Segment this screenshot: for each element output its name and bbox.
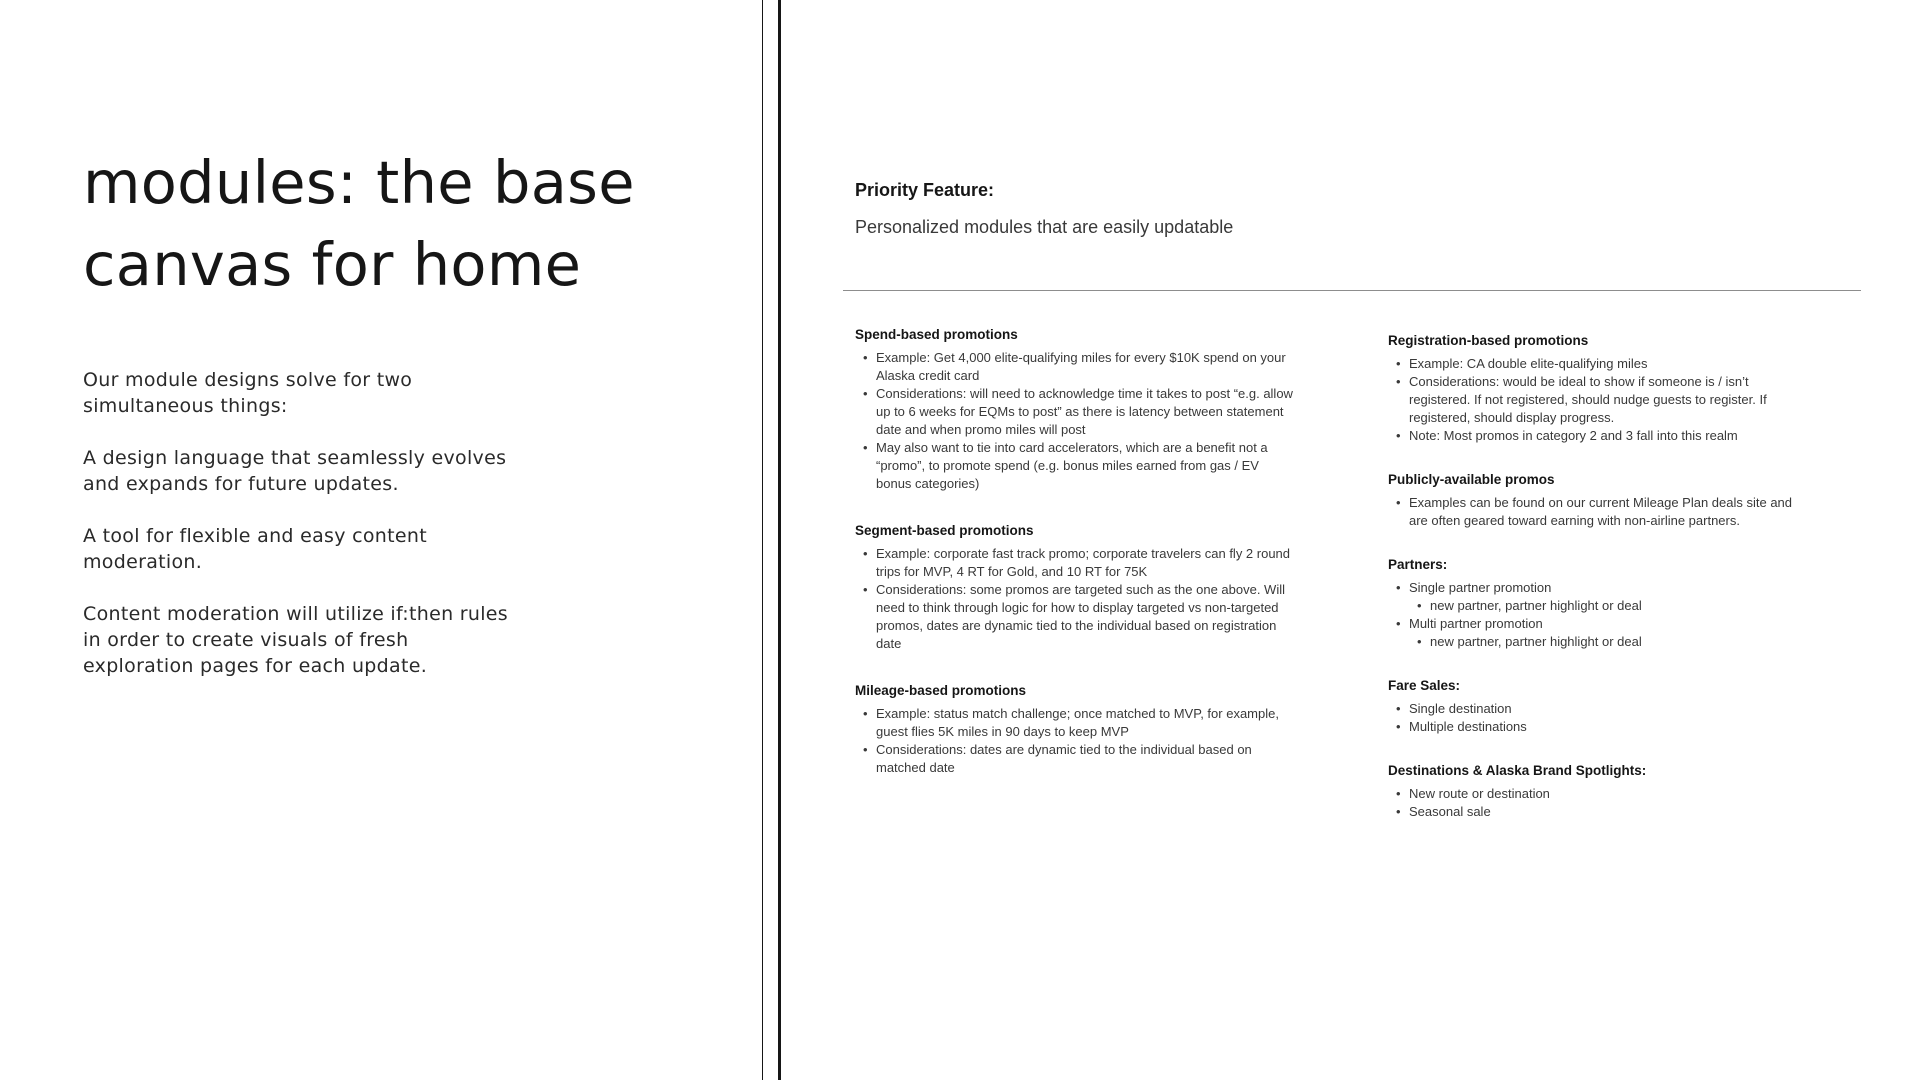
list-item: • Multiple destinations: [1409, 718, 1808, 736]
list-item-nested: [1409, 597, 1808, 615]
intro-text: [83, 367, 523, 705]
section-publicly-available: [1388, 472, 1808, 530]
list-item: • new partner, partner highlight or deal: [1430, 633, 1808, 651]
list-item: • Example: status match challenge; once matched to MVP, for example, guest flies 5K miles in 90 days to keep MVP: [876, 705, 1295, 741]
bullet-list: [855, 705, 1295, 777]
list-item: • Considerations: will need to acknowledge time it takes to post “e.g. allow up to 6 weeks for EQMs to post” as there is latency between statement date and when promo miles will post: [876, 385, 1295, 439]
list-item: • Examples can be found on our current Mileage Plan deals site and are often geared toward earning with non-airline partners.: [1409, 494, 1808, 530]
intro-paragraph: A tool for flexible and easy content moderation.: [83, 525, 427, 573]
intro-paragraph: Content moderation will utilize if:then rules in order to create visuals of fresh exploration pages for each update.: [83, 603, 508, 677]
intro-paragraph: A design language that seamlessly evolves and expands for future updates.: [83, 447, 507, 495]
priority-feature-label: Priority Feature:: [855, 180, 995, 200]
list-item: • Single partner promotion: [1409, 579, 1808, 597]
list-item: • new partner, partner highlight or deal: [1430, 597, 1808, 615]
section-heading: Segment-based promotions: [855, 523, 1034, 538]
bullet-list: [1388, 494, 1808, 530]
section-heading: Fare Sales:: [1388, 678, 1461, 693]
list-item: • Example: CA double elite-qualifying miles: [1409, 355, 1808, 373]
section-segment-based: [855, 523, 1295, 653]
list-item: • Considerations: some promos are targeted such as the one above. Will need to think through logic for how to display targeted vs non-targeted promos, dates are dynamic tied to the individual based on registration date: [876, 581, 1295, 653]
list-item: • New route or destination: [1409, 785, 1808, 803]
section-heading: Spend-based promotions: [855, 327, 1018, 342]
page-title: modules: the base canvas for home: [83, 148, 635, 299]
divider-thin: [762, 0, 763, 1080]
bullet-list: [855, 349, 1295, 493]
priority-feature-value: Personalized modules that are easily updatable: [855, 217, 1234, 237]
bullet-list: [855, 545, 1295, 653]
left-panel: [0, 0, 760, 1080]
promotions-column-left: [855, 327, 1295, 807]
list-item: • Example: Get 4,000 elite-qualifying miles for every $10K spend on your Alaska credit card: [876, 349, 1295, 385]
section-registration-based: [1388, 333, 1808, 445]
nested-bullet-list: [1409, 597, 1808, 615]
bullet-list: [1388, 355, 1808, 445]
section-mileage-based: [855, 683, 1295, 777]
list-item: • Considerations: would be ideal to show if someone is / isn’t registered. If not registered, should nudge guests to register. If registered, should display progress.: [1409, 373, 1808, 427]
section-heading: Registration-based promotions: [1388, 333, 1589, 348]
promotions-column-right: [1388, 333, 1808, 848]
section-partners: [1388, 557, 1808, 651]
bullet-list: [1388, 785, 1808, 821]
section-heading: Destinations & Alaska Brand Spotlights:: [1388, 763, 1647, 778]
section-heading: Publicly-available promos: [1388, 472, 1555, 487]
section-spend-based: [855, 327, 1295, 493]
list-item: • Example: corporate fast track promo; corporate travelers can fly 2 round trips for MVP, 4 RT for Gold, and 10 RT for 75K: [876, 545, 1295, 581]
list-item: • Seasonal sale: [1409, 803, 1808, 821]
bullet-list: [1388, 579, 1808, 651]
list-item: • Multi partner promotion: [1409, 615, 1808, 633]
horizontal-divider: [843, 290, 1861, 291]
bullet-list: [1388, 700, 1808, 736]
section-heading: Mileage-based promotions: [855, 683, 1027, 698]
list-item: • May also want to tie into card accelerators, which are a benefit not a “promo”, to promote spend (e.g. bonus miles earned from gas / EV bonus categories): [876, 439, 1295, 493]
section-heading: Partners:: [1388, 557, 1448, 572]
list-item: • Considerations: dates are dynamic tied to the individual based on matched date: [876, 741, 1295, 777]
section-fare-sales: [1388, 678, 1808, 736]
divider-thick: [778, 0, 781, 1080]
list-item: • Single destination: [1409, 700, 1808, 718]
section-destinations-spotlights: [1388, 763, 1808, 821]
list-item-nested: [1409, 633, 1808, 651]
nested-bullet-list: [1409, 633, 1808, 651]
intro-paragraph: Our module designs solve for two simultaneous things:: [83, 369, 413, 417]
list-item: • Note: Most promos in category 2 and 3 fall into this realm: [1409, 427, 1808, 445]
